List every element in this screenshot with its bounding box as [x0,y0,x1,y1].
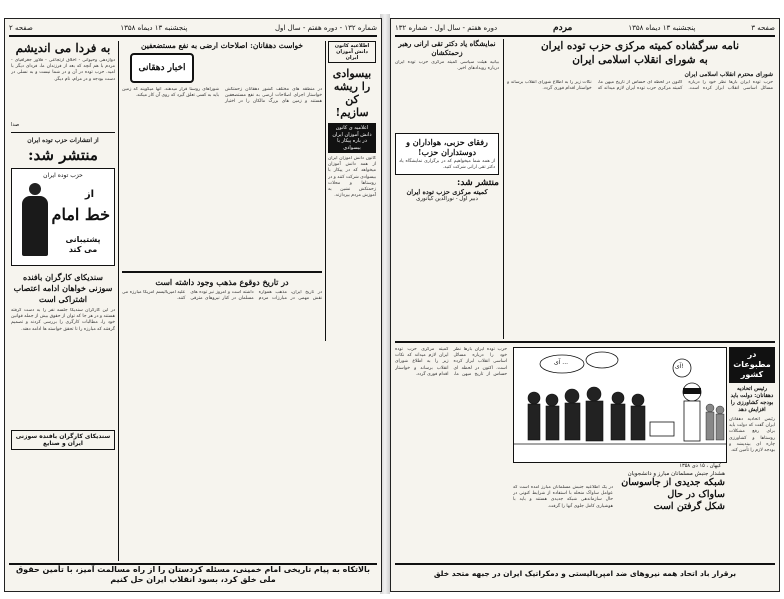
main-kicker: خواست دهقانان: اصلاحات ارضی به نفع مستضعفین [140,41,303,50]
story-headline-3: شکل گرفتن است [653,501,725,512]
divider [122,271,322,273]
bottom-story [513,471,725,563]
section-body: در تاریخ ایران، مذهب همواره نقش مهمی در مبارزات مردم داشته است و امروز نیز توده های مسلمان در کنار نیروهای مترقی علیه امپریالیسم آمریکا مبارزه می کنند. [122,290,322,302]
right-newspaper-page [390,18,780,592]
left-page-issue: شماره ۱۳۲ - دوره هفتم - سال اول [274,24,377,32]
book-az: از [84,189,94,200]
book-cover [11,168,115,266]
book-publisher: حزب توده ایران [43,172,83,179]
left-page-header [9,21,377,37]
column-rule [118,41,119,561]
right-narrow-column [328,41,376,561]
press-headline: رئیس اتحادیه دهقانان: دولت باید بودجه کشاورزی را افزایش دهد [730,386,774,413]
right-page-issue: دوره هفتم - سال اول - شماره ۱۳۲ [395,24,498,32]
column-rule [325,41,326,341]
lead-headline-2: به شورای انقلاب اسلامی ایران [572,54,708,66]
story-kicker: هشدار جنبش مسلمانان مبارز و دانشجویان [627,471,725,477]
party-box-headline: رفقای حزبی، هواداران و دوستداران حزب! [406,137,488,157]
cartoon-caption: کیهان ، ۱۵ دی ۱۳۵۸ [679,463,721,469]
party-box-body: از همه شما میخواهیم که در برگزاری نمایشگاه یاد دکتر تقی ارانی شرکت کنید. [399,159,495,171]
right-page-header [395,21,775,37]
lower-left-text [395,347,507,561]
publication-head: منتشر شد: [457,178,499,189]
cartoon-bubble-1: آی ... [554,359,569,366]
masthead: مردم [553,23,573,33]
main-body: در منطقه های مختلف کشور دهقانان زحمتکش خواستار اجرای اصلاحات ارضی به نفع مستضعفین هستند و زمین های بزرگ مالکان را در اختیار شوراهای روستا قرار میدهند. آنها میگویند که زمین باید به کسی تعلق گیرد که روی آن کار میکند. [122,87,322,105]
side-body: بیانیه هیئت سیاسی کمیته مرکزی حزب توده ایران درباره رویدادهای اخیر. [395,60,499,72]
publication-title: کمیته مرکزی حزب توده ایران [406,188,488,197]
literacy-headline: بیسوادی را ریشه کن سازیم! [332,67,372,119]
side-headline: نمایشگاه یاد دکتر تقی ارانی رهبر زحمتکشان [398,39,496,57]
portrait-figure [22,183,48,257]
main-logo-text: اخبار دهقانی [138,63,186,73]
literacy-body: کانون دانش آموزان ایران از همه دانش آموزان میخواهد که در پیکار با بیسوادی شرکت کنند و در روستاها و محلات زحمتکش نشین به آموزش مردم بپردازند. [328,156,376,199]
main-logo [130,53,194,83]
cartoon-bubble-2: آی! [675,363,684,370]
side-column [395,39,499,339]
notice-box: اطلاعیه کانون دانش آموزان ایران [328,41,376,63]
story-headline-1: شبکه جدیدی از جاسوسان [621,477,725,488]
ad-headline: منتشر شد: [28,146,98,164]
ad-title: از انتشارات حزب توده ایران [27,137,99,144]
lead-article [507,39,773,339]
column-headline: به فردا می اندیشم [15,41,111,55]
divider [11,132,115,133]
right-page-number: صفحه ۳ [751,24,775,32]
bottom-box: سندیکای کارگران بافنده سوزنی ایران و صنایع [11,430,115,450]
press-column [729,347,775,561]
publication-subtitle: دبیر اول - نورالدین کیانوری [416,196,478,203]
book-title: خط امام [51,205,110,224]
cartoon-drawing [514,348,726,462]
literacy-box: اعلامیه ی کانون دانش آموزان ایران در باره پیکار با بیسوادی [328,123,376,153]
left-newspaper-page [4,18,382,592]
main-column [122,41,322,561]
left-page-footer: بالاتکاه به پیام تاریخی امام خمینی، مسئله کردستان را از راه مسالمت آمیز، با تأمین حقوق ملی خلق کرد، بسود انقلاب ایران حل کنیم [9,563,377,587]
lead-body: حزب توده ایران بارها نظر خود را درباره مسائل اساسی انقلاب ابراز کرده است. اکنون در لحظه ای حساس از تاریخ میهن ما، کمیته مرکزی حزب توده ایران لازم میداند که نکات زیر را به اطلاع شورای انقلاب برساند و خواستار اقدام فوری گردد. [507,80,773,92]
party-box [395,133,499,175]
left-page-date: پنجشنبه ۱۳ دیماه ۱۳۵۸ [120,24,188,32]
column-rule [503,39,504,339]
story-body: در یک اطلاعیه جنبش مسلمانان مبارز آمده است که عوامل ساواک منحله با استفاده از شرایط کنونی در حال سازماندهی شبکه جدیدی هستند و باید با هوشیاری کامل جلوی آنها را گرفت. [513,485,613,509]
editorial-cartoon [513,347,727,463]
press-body: رئیس اتحادیه دهقانان ایران گفت که دولت باید برای رفع مشکلات روستاها و کشاورزی چاره ای بیندیشد و بودجه لازم را تأمین کند. [729,417,775,454]
section-head: در تاریخ دوقوع مذهب وجود داشته است [155,277,289,287]
left-column [11,41,115,561]
lead-headline-1: نامه سرگشاده کمیته مرکزی حزب توده ایران [540,40,740,52]
right-page-date: پنجشنبه ۱۳ دیماه ۱۳۵۸ [628,24,696,32]
column-body: دوازدهی وحیوانی - اخلاق ارتجاعی - فلاور جغرافیای - مردم با هم آنچه که بعد از فرزندان ما، فردای دیگر با امید. حزب توده در آن و در شما نیست و به نسلی در دست بودجه و در مرام، نام دیگر. [11,58,115,82]
right-page-footer: برقرار باد اتحاد همه نیروهای ضد امپریالیستی و دمکراتیک ایران در جبهه متحد خلق [395,563,775,587]
story-body: در این کارگران سندیکا جلسه نفر را به دست گرفته هستند و در هر جا که توان از حقوق بیش از جمله قوانین خود را، مطالبات کارگری را بررسی کردند و تصمیم گرفتند که مبارزه را تا تحقق خواسته ها ادامه دهند. [11,308,115,332]
story-headline-2: ساواک در حال [667,489,725,500]
lower-left-body: حزب توده ایران بارها نظر خود را درباره مسائل اساسی انقلاب ابراز کرده است. اکنون در لحظه ای حساس از تاریخ میهن ما، کمیته مرکزی حزب توده ایران لازم میداند که نکات زیر را به اطلاع شورای انقلاب برساند و خواستار اقدام فوری گردد. [395,347,507,377]
story-headline: سندیکای کارگران بافنده سوزنی خواهان ادامه اعتصاب اشتراکی است [13,272,113,304]
divider [395,341,775,343]
left-page-number: صفحه ۲ [9,24,33,32]
book-subtitle: پشتیبانی می کند [65,235,101,254]
column-signature: صدا [11,122,20,128]
lead-subhead: شورای محترم انقلاب اسلامی ایران [684,71,773,78]
press-badge: در مطبوعات کشور [729,347,775,383]
